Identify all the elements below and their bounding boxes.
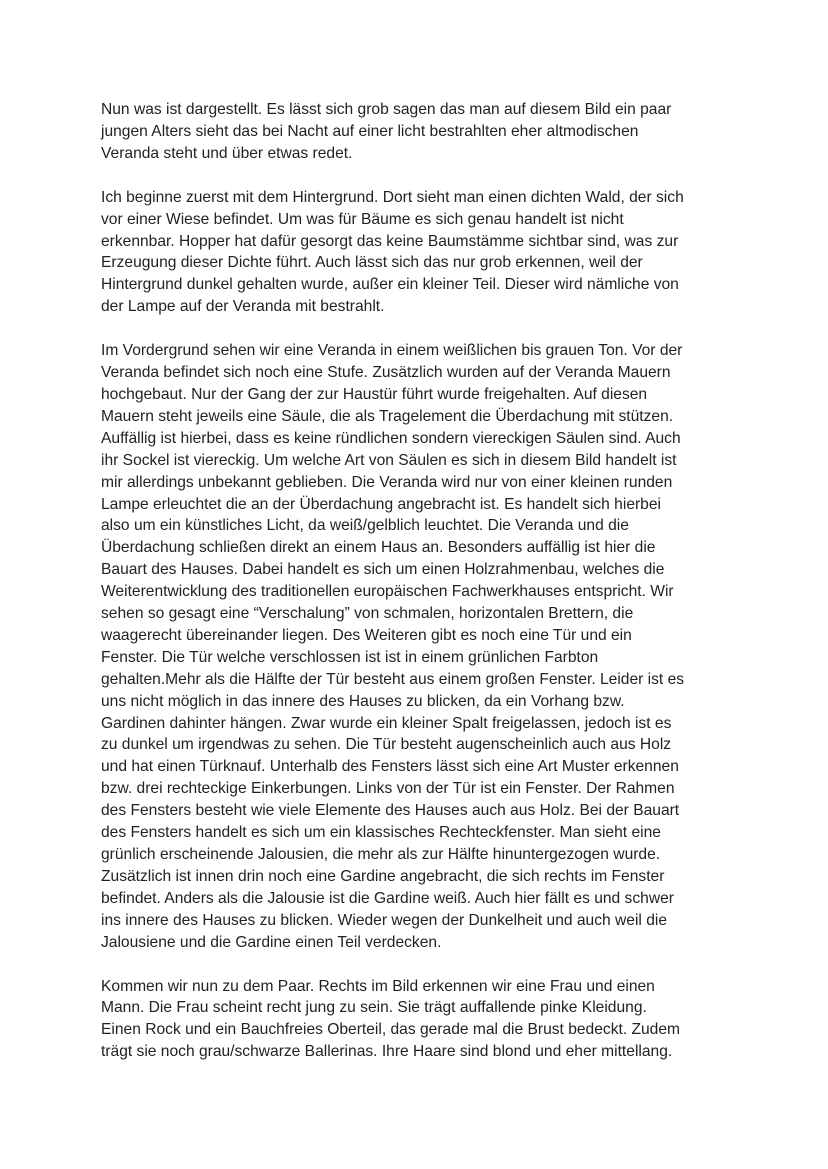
paragraph bbox=[101, 340, 731, 953]
text-line: also um ein künstliches Licht, da weiß/gelblich leuchtet. Die Veranda und die bbox=[101, 517, 629, 535]
text-line: Mauern steht jeweils eine Säule, die als Tragelement die Überdachung mit stützen. bbox=[101, 407, 674, 425]
text-line: Veranda befindet sich noch eine Stufe. Zusätzlich wurden auf der Veranda Mauern bbox=[101, 364, 671, 382]
text-line: des Fensters besteht wie viele Elemente des Hauses auch aus Holz. Bei der Bauart bbox=[101, 802, 680, 820]
text-line: Fenster. Die Tür welche verschlossen ist ist in einem grünlichen Farbton bbox=[101, 648, 599, 666]
text-line: zu dunkel um irgendwas zu sehen. Die Tür besteht augenscheinlich auch aus Holz bbox=[101, 736, 672, 754]
text-line: waagerecht übereinander liegen. Des Weiteren gibt es noch eine Tür und ein bbox=[101, 626, 632, 644]
text-line: Überdachung schließen direkt an einem Haus an. Besonders auffällig ist hier die bbox=[101, 539, 656, 557]
paragraph bbox=[101, 976, 731, 1064]
text-line: jungen Alters sieht das bei Nacht auf einer licht bestrahlten eher altmodischen bbox=[101, 122, 639, 140]
text-line: Lampe erleuchtet die an der Überdachung angebracht ist. Es handelt sich hierbei bbox=[101, 495, 661, 513]
text-line: Jalousiene und die Gardine einen Teil verdecken. bbox=[101, 933, 442, 951]
text-line: Bauart des Hauses. Dabei handelt es sich um einen Holzrahmenbau, welches die bbox=[101, 561, 665, 579]
text-line: der Lampe auf der Veranda mit bestrahlt. bbox=[101, 298, 385, 316]
text-line: bzw. drei rechteckige Einkerbungen. Links von der Tür ist ein Fenster. Der Rahmen bbox=[101, 780, 675, 798]
text-line: des Fensters handelt es sich um ein klassisches Rechteckfenster. Man sieht eine bbox=[101, 824, 661, 842]
document-body bbox=[101, 99, 731, 1085]
text-line: trägt sie noch grau/schwarze Ballerinas. Ihre Haare sind blond und eher mittellang. bbox=[101, 1043, 673, 1061]
text-line: Mann. Die Frau scheint recht jung zu sein. Sie trägt auffallende pinke Kleidung. bbox=[101, 999, 647, 1017]
text-line: Auffällig ist hierbei, dass es keine ründlichen sondern viereckigen Säulen sind. Auch bbox=[101, 429, 681, 447]
text-line: ihr Sockel ist viereckig. Um welche Art von Säulen es sich in diesem Bild handelt ist bbox=[101, 451, 677, 469]
text-line: und hat einen Türknauf. Unterhalb des Fensters lässt sich eine Art Muster erkennen bbox=[101, 758, 679, 776]
text-line: Kommen wir nun zu dem Paar. Rechts im Bild erkennen wir eine Frau und einen bbox=[101, 977, 655, 995]
text-line: ins innere des Hauses zu blicken. Wieder wegen der Dunkelheit und auch weil die bbox=[101, 911, 668, 929]
text-line: hochgebaut. Nur der Gang der zur Haustür führt wurde freigehalten. Auf diesen bbox=[101, 385, 648, 403]
text-line: Einen Rock und ein Bauchfreies Oberteil, das gerade mal die Brust bedeckt. Zudem bbox=[101, 1021, 681, 1039]
text-line: Hintergrund dunkel gehalten wurde, außer ein kleiner Teil. Dieser wird nämliche von bbox=[101, 276, 679, 294]
text-line: Veranda steht und über etwas redet. bbox=[101, 144, 353, 162]
text-line: mir allerdings unbekannt geblieben. Die Veranda wird nur von einer kleinen runden bbox=[101, 473, 673, 491]
text-line: Im Vordergrund sehen wir eine Veranda in einem weißlichen bis grauen Ton. Vor der bbox=[101, 342, 683, 360]
paragraph bbox=[101, 187, 731, 318]
paragraph bbox=[101, 99, 731, 165]
text-line: gehalten.Mehr als die Hälfte der Tür besteht aus einem großen Fenster. Leider ist es bbox=[101, 670, 685, 688]
text-line: erkennbar. Hopper hat dafür gesorgt das keine Baumstämme sichtbar sind, was zur bbox=[101, 232, 679, 250]
text-line: grünlich erscheinende Jalousien, die mehr als zur Hälfte hinuntergezogen wurde. bbox=[101, 846, 661, 863]
text-line: sehen so gesagt eine “Verschalung” von schmalen, horizontalen Brettern, die bbox=[101, 605, 634, 623]
text-line: Ich beginne zuerst mit dem Hintergrund. Dort sieht man einen dichten Wald, der sich bbox=[101, 188, 684, 206]
text-line: Zusätzlich ist innen drin noch eine Gardine angebracht, die sich rechts im Fenster bbox=[101, 867, 665, 885]
text-line: Gardinen dahinter hängen. Zwar wurde ein kleiner Spalt freigelassen, jedoch ist es bbox=[101, 714, 672, 732]
text-line: befindet. Anders als die Jalousie ist die Gardine weiß. Auch hier fällt es und schwer bbox=[101, 889, 674, 907]
text-line: uns nicht möglich in das innere des Hauses zu blicken, da ein Vorhang bzw. bbox=[101, 692, 625, 710]
text-line: Nun was ist dargestellt. Es lässt sich grob sagen das man auf diesem Bild ein paar bbox=[101, 101, 672, 118]
text-line: Erzeugung dieser Dichte führt. Auch lässt sich das nur grob erkennen, weil der bbox=[101, 254, 643, 272]
text-line: vor einer Wiese befindet. Um was für Bäume es sich genau handelt ist nicht bbox=[101, 210, 624, 228]
text-line: Weiterentwicklung des traditionellen europäischen Fachwerkhauses entspricht. Wir bbox=[101, 583, 674, 601]
